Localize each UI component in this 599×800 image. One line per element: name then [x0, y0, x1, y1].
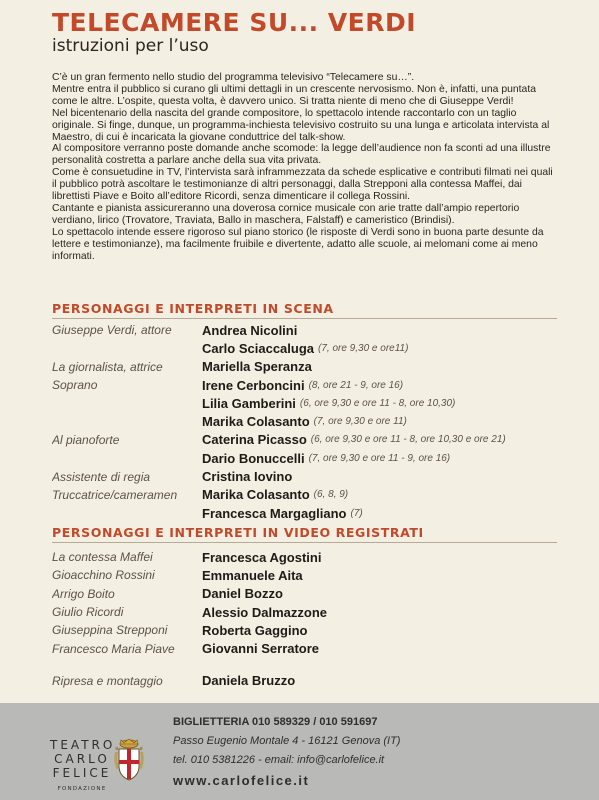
schedule-note: (6, ore 9,30 e ore 11 - 8, ore 10,30 e ore 21)	[310, 434, 506, 446]
page-title: TELECAMERE SU... VERDI	[52, 8, 417, 37]
cast-row	[52, 321, 572, 339]
logo-line: TEATRO	[50, 738, 116, 752]
section-divider	[52, 318, 557, 319]
cast-row	[52, 603, 572, 621]
logo-line: CARLO	[54, 752, 110, 766]
actor-name: Andrea Nicolini	[202, 322, 298, 338]
actor-name: Daniela Bruzzo	[202, 673, 296, 689]
actor-name: Caterina Picasso	[202, 432, 307, 448]
role-label: Giuseppina Strepponi	[52, 623, 168, 638]
schedule-note: (7, ore 9,30 e ore11)	[318, 342, 409, 354]
role-label: La giornalista, attrice	[52, 359, 163, 374]
box-office-phone: BIGLIETTERIA 010 589329 / 010 591697	[173, 716, 378, 728]
role-label: Ripresa e montaggio	[52, 673, 163, 688]
section-divider	[52, 542, 557, 543]
website-link[interactable]: www.carlofelice.it	[173, 773, 310, 788]
actor-name: Irene Cerboncini	[202, 377, 305, 393]
actor-name: Carlo Sciaccaluga	[202, 340, 314, 356]
actor-name: Mariella Speranza	[202, 359, 312, 375]
cast-row	[52, 467, 572, 485]
role-label: Francesco Maria Piave	[52, 641, 175, 656]
role-label: La contessa Maffei	[52, 550, 153, 565]
schedule-note: (8, ore 21 - 9, ore 16)	[308, 379, 404, 391]
intro-paragraph: Al compositore verranno poste domande anche scomode: la legge dell’audience non fa sconti ad una illustre personalità costretta a parlare anche della sua vita privata.	[52, 143, 551, 167]
role-label: Assistente di regia	[52, 469, 151, 484]
cast-row	[52, 449, 572, 467]
section-title-stage: PERSONAGGI E INTERPRETI IN SCENA	[52, 301, 334, 316]
intro-paragraph: Come è consuetudine in TV, l’intervista sarà inframmezzata da schede esplicative e contributi filmati nei quali il pubblico potrà ascoltare le testimonianze di altri personaggi, dalla Strepponi alla contessa Maffei, dai librettisti Piave e Boito all’editore Ricordi, senza dimenticare il collega Rossini.	[52, 167, 553, 203]
cast-list-video	[52, 548, 572, 690]
section-title-video: PERSONAGGI E INTERPRETI IN VIDEO REGISTRATI	[52, 525, 424, 540]
cast-list-stage	[52, 321, 572, 522]
logo-line: FONDAZIONE	[57, 786, 107, 792]
schedule-note: (7, ore 9,30 e ore 11)	[313, 416, 407, 428]
schedule-note: (6, ore 9,30 e ore 11 - 8, ore 10,30)	[299, 397, 456, 409]
intro-text	[52, 72, 557, 263]
actor-name: Cristina Iovino	[202, 469, 293, 485]
row-spacer	[52, 658, 572, 672]
cast-row	[52, 585, 572, 603]
intro-paragraph: Nel bicentenario della nascita del grande compositore, lo spettacolo intende raccontarlo con un taglio originale. Si finge, dunque, un programma-inchiesta televisivo costruito su una lunga e articolata intervista al Maestro, di cui è incaricata la giovane conduttrice del talk-show.	[52, 107, 550, 143]
cast-row	[52, 621, 572, 639]
role-label: Giulio Ricordi	[52, 605, 124, 620]
actor-name: Daniel Bozzo	[202, 586, 283, 602]
actor-name: Marika Colasanto	[202, 414, 310, 430]
role-label: Truccatrice/cameramen	[52, 487, 178, 502]
actor-name: Emmanuele Aita	[202, 567, 303, 583]
schedule-note: (7)	[350, 507, 363, 519]
cast-row	[52, 358, 572, 376]
cast-row	[52, 394, 572, 412]
intro-paragraph: Cantante e pianista assicureranno una doverosa cornice musicale con arie tratte dall’ampio repertorio verdiano, lirico (Trovatore, Traviata, Ballo in maschera, Falstaff) e cameristico (Brindisi).	[52, 202, 520, 226]
cast-row	[52, 376, 572, 394]
cast-row	[52, 504, 572, 522]
role-label: Gioacchino Rossini	[52, 568, 155, 583]
cast-row	[52, 639, 572, 657]
schedule-note: (7, ore 9,30 e ore 11 - 9, ore 16)	[308, 452, 451, 464]
logo-line: FELICE	[52, 766, 112, 780]
actor-name: Giovanni Serratore	[202, 641, 320, 657]
actor-name: Roberta Gaggino	[202, 622, 308, 638]
role-label: Soprano	[52, 378, 98, 393]
cast-row-credits	[52, 672, 572, 690]
intro-paragraph: Mentre entra il pubblico si curano gli ultimi dettagli in un crescente nervosismo. Non è, infatti, una puntata come le altre. L’ospite, questa volta, è davvero unico. Si tratta niente di meno che di Giuseppe Verdi!	[52, 83, 537, 107]
role-label: Al pianoforte	[52, 432, 120, 447]
genoa-crest-icon	[112, 738, 146, 784]
phone-email: tel. 010 5381226 - email: info@carlofelice.it	[173, 754, 385, 766]
cast-row	[52, 339, 572, 357]
page-subtitle: istruzioni per l’uso	[52, 36, 209, 56]
actor-name: Francesca Agostini	[202, 549, 322, 565]
actor-name: Marika Colasanto	[202, 487, 310, 503]
cast-row	[52, 566, 572, 584]
role-label: Arrigo Boito	[52, 586, 115, 601]
intro-paragraph: C’è un gran fermento nello studio del programma televisivo “Telecamere su…”.	[52, 72, 415, 83]
actor-name: Alessio Dalmazzone	[202, 604, 327, 620]
theatre-logo	[50, 738, 114, 796]
actor-name: Dario Bonuccelli	[202, 450, 305, 466]
address: Passo Eugenio Montale 4 - 16121 Genova (IT)	[173, 735, 401, 747]
contact-info	[173, 716, 400, 792]
footer-band	[0, 703, 599, 800]
schedule-note: (6, 8, 9)	[313, 489, 349, 501]
actor-name: Lilia Gamberini	[202, 395, 296, 411]
actor-name: Francesca Margagliano	[202, 505, 347, 521]
cast-row	[52, 548, 572, 566]
cast-row	[52, 431, 572, 449]
intro-paragraph: Lo spettacolo intende essere rigoroso sul piano storico (le risposte di Verdi sono in buona parte desunte da lettere e testimonianze), ma facilmente fruibile e divertente, adatto alle scuole, ai melomani come ai meno informati.	[52, 226, 544, 262]
cast-row	[52, 486, 572, 504]
cast-row	[52, 412, 572, 430]
role-label: Giuseppe Verdi, attore	[52, 323, 172, 338]
